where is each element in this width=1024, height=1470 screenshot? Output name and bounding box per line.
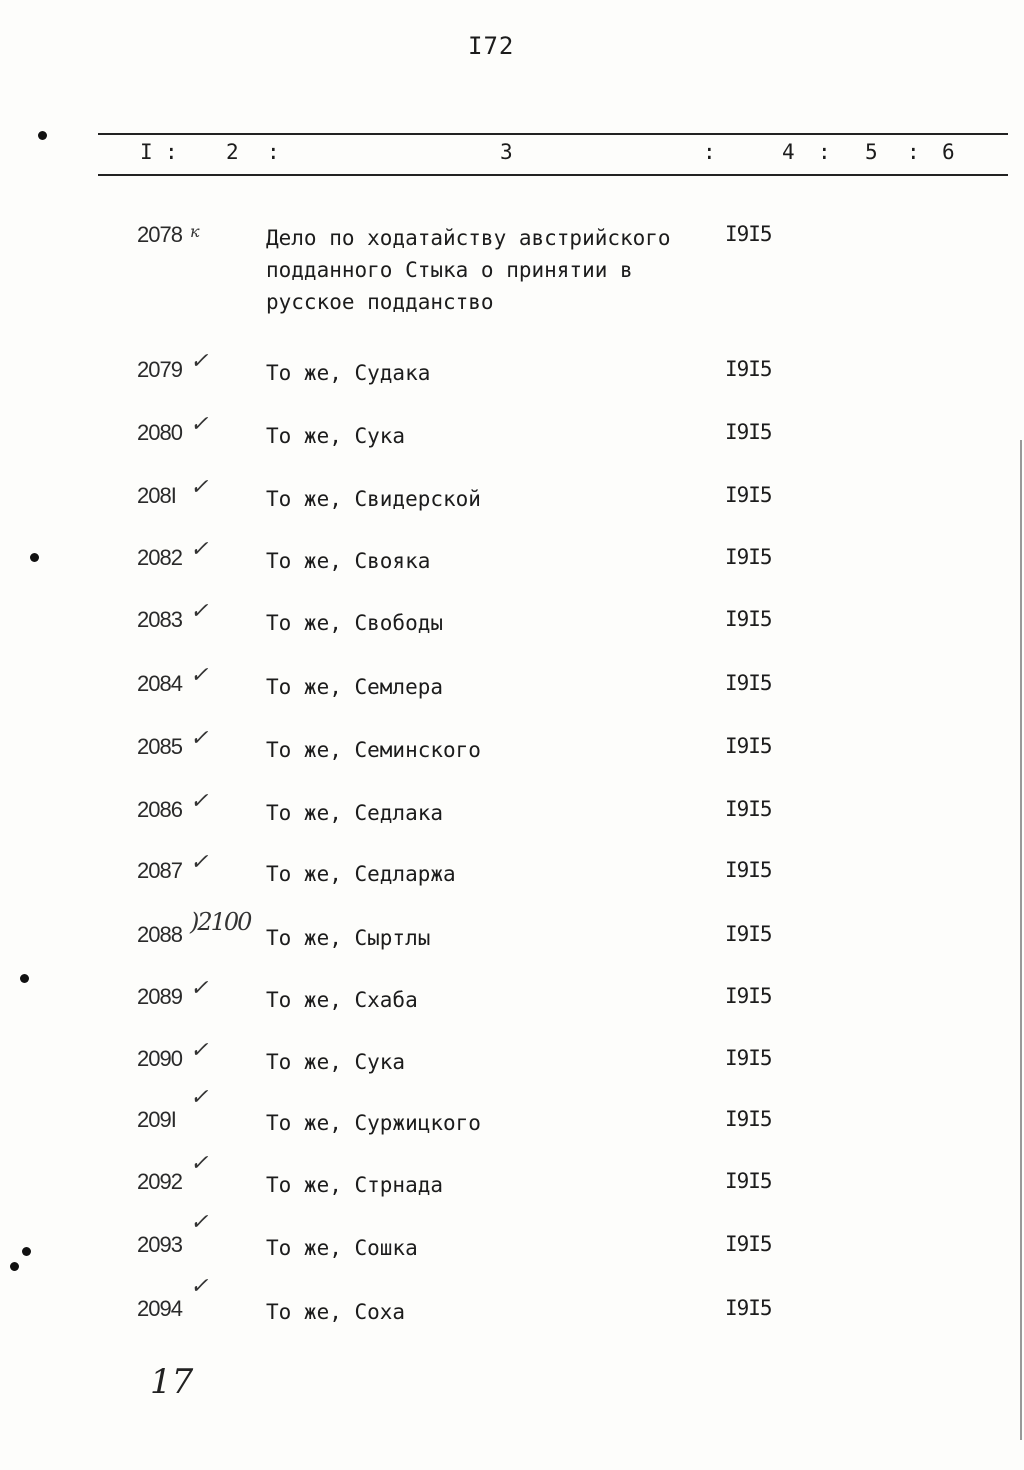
record-title: То же, Соха — [266, 1300, 406, 1324]
check-mark-icon: ✓ — [190, 976, 209, 1001]
record-number: 209I — [137, 1107, 176, 1132]
check-mark-icon: ✓ — [190, 1038, 209, 1063]
check-mark-icon: ✓ — [190, 599, 209, 624]
record-year: I9I5 — [725, 858, 772, 882]
page-number: I72 — [468, 32, 515, 60]
check-mark-icon: ✓ — [190, 726, 209, 751]
header-col-1: I — [140, 140, 153, 164]
header-col-3: 3 — [500, 140, 513, 164]
header-col-6: 6 — [942, 140, 955, 164]
check-mark-icon: ✓ — [190, 412, 209, 437]
check-mark-icon: ✓ — [190, 1210, 209, 1235]
check-mark-icon: ✓ — [190, 475, 209, 500]
check-mark-icon: ✓ — [190, 663, 209, 688]
record-title: То же, Сука — [266, 424, 406, 448]
record-year: I9I5 — [725, 1046, 772, 1070]
table-header — [0, 140, 1024, 168]
record-number: 2080 — [137, 420, 182, 445]
record-title: То же, Свидерской — [266, 487, 481, 511]
record-title: То же, Схаба — [266, 988, 418, 1012]
record-number: 2092 — [137, 1169, 182, 1194]
binder-hole-mark — [20, 974, 29, 983]
record-number: 2089 — [137, 984, 182, 1009]
record-title: То же, Стрнада — [266, 1173, 444, 1197]
check-mark-icon: ✓ — [190, 1274, 209, 1299]
record-number: 2083 — [137, 607, 182, 632]
record-title: То же, Сука — [266, 1050, 406, 1074]
record-number: 2093 — [137, 1232, 182, 1257]
record-title: То же, Сошка — [266, 1236, 418, 1260]
record-year: I9I5 — [725, 1107, 772, 1131]
check-mark-icon: ✓ — [190, 850, 209, 875]
handwritten-note: 17 — [150, 1362, 194, 1402]
record-number: 2086 — [137, 797, 182, 822]
record-number: 2085 — [137, 734, 182, 759]
record-year: I9I5 — [725, 607, 772, 631]
header-col-5: 5 — [865, 140, 878, 164]
record-number: 2087 — [137, 858, 182, 883]
header-col-2: 2 — [226, 140, 239, 164]
record-title: Дело по ходатайству австрийского подданного Стыка о принятии в русское подданство — [266, 226, 671, 314]
record-number: 2084 — [137, 671, 182, 696]
record-title: То же, Свояка — [266, 549, 431, 573]
record-number: 2082 — [137, 545, 182, 570]
record-year: I9I5 — [725, 483, 772, 507]
record-number: 2090 — [137, 1046, 182, 1071]
binder-hole-mark — [30, 553, 39, 562]
table-header-top-rule — [98, 133, 1008, 135]
handwritten-annotation: )2100 — [190, 908, 251, 936]
header-separator: : — [907, 140, 920, 164]
check-mark-icon: к — [190, 222, 200, 241]
record-title: То же, Седлака — [266, 801, 444, 825]
record-title: То же, Седларжа — [266, 862, 456, 886]
record-year: I9I5 — [725, 671, 772, 695]
binder-hole-mark — [38, 131, 47, 140]
record-title: То же, Свободы — [266, 611, 444, 635]
record-year: I9I5 — [725, 797, 772, 821]
record-year: I9I5 — [725, 922, 772, 946]
record-title: То же, Сыртлы — [266, 926, 431, 950]
check-mark-icon: ✓ — [190, 349, 209, 374]
check-mark-icon: ✓ — [190, 1085, 209, 1110]
header-separator: : — [703, 140, 716, 164]
record-title: То же, Суржицкого — [266, 1111, 481, 1135]
record-number: 2088 — [137, 922, 182, 947]
record-year: I9I5 — [725, 1169, 772, 1193]
record-year: I9I5 — [725, 984, 772, 1008]
binder-hole-mark — [10, 1262, 19, 1271]
record-year: I9I5 — [725, 222, 772, 246]
record-year: I9I5 — [725, 545, 772, 569]
record-title: То же, Семинского — [266, 738, 481, 762]
record-year: I9I5 — [725, 420, 772, 444]
record-number: 2078 — [137, 222, 182, 247]
record-number: 2079 — [137, 357, 182, 382]
page-edge-shadow — [1020, 440, 1022, 1440]
check-mark-icon: ✓ — [190, 789, 209, 814]
header-separator: : — [165, 140, 178, 164]
record-year: I9I5 — [725, 1232, 772, 1256]
header-separator: : — [267, 140, 280, 164]
check-mark-icon: ✓ — [190, 1151, 209, 1176]
header-separator: : — [818, 140, 831, 164]
record-number: 208I — [137, 483, 176, 508]
check-mark-icon: ✓ — [190, 537, 209, 562]
record-year: I9I5 — [725, 357, 772, 381]
record-title: То же, Семлера — [266, 675, 444, 699]
record-year: I9I5 — [725, 734, 772, 758]
record-number: 2094 — [137, 1296, 182, 1321]
table-header-bottom-rule — [98, 174, 1008, 176]
header-col-4: 4 — [782, 140, 795, 164]
record-year: I9I5 — [725, 1296, 772, 1320]
binder-hole-mark — [22, 1247, 31, 1256]
record-title: То же, Судака — [266, 361, 431, 385]
